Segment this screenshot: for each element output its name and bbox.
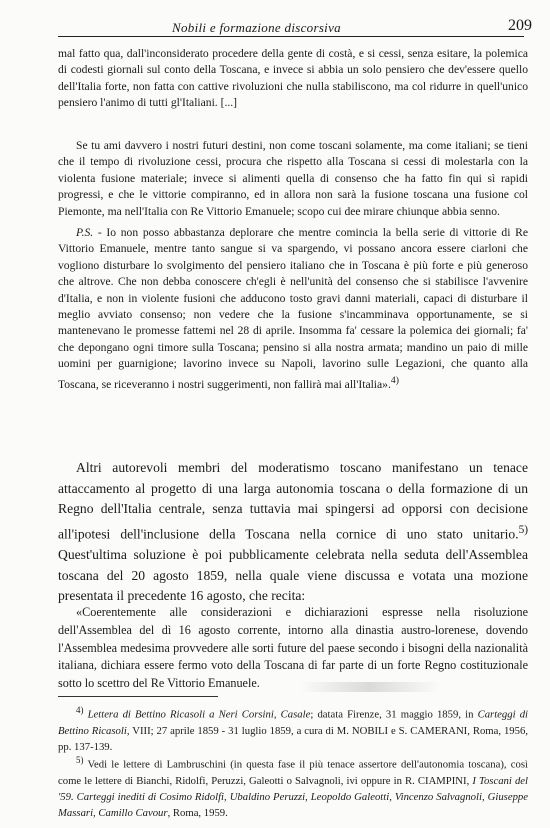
body-text-2: Quest'ultima soluzione è poi pubblicamente celebrata nella seduta dell'Assemblea toscana del 20 agosto 1859, nella quale viene discussa e votata una mozione presentata il precedente 16 agosto, che recita: bbox=[58, 546, 528, 604]
footnote-4-source: Carteggi di Bettino Ricasoli bbox=[58, 708, 529, 737]
footnote-rule bbox=[58, 696, 218, 697]
quote-paragraph-1 bbox=[58, 46, 528, 112]
body-paragraph bbox=[58, 458, 528, 607]
quote-text-1: mal fatto qua, dall'inconsiderato procedere della gente di costà, e si cessi, senza esitare, la polemica di codesti giornali sul conto della Toscana, e invece si abbia un solo pensiero che dev'essere quello dell'Italia forte, non fatta con cattive rivoluzioni che nulla stabiliscono, ma col ridurre in quell'unico pensiero l'animo di tutti gl'Italiani. [...] bbox=[58, 47, 528, 110]
quote-text-ps: - Io non posso abbastanza deplorare che mentre comincia la bella serie di vittorie di Re Vittorio Emanuele, mentre tanto sangue si va spargendo, vi possano ancora essere ciarloni che vogliono disturbare lo svolgimento del pensiero italiano che in Toscana è più forte e più generoso che altrove. Che non debba conoscere ch'egli è nell'unità del consenso che si stabilisce l'avvenire d'Italia, e non in violente fusioni che adducono tosto gravi danni materiali, capaci di disturbare il meglio avviato consenso; non vedere che la fusione s'incamminava opportunamente, se si mantenevano le promesse fattemi nel 28 di aprile. Insomma fa' cessare la polemica dei giornali; fa' che depongano ogni timore sulla Toscana; pensino si alla nostra armata; mandino un paio di mille uomini per guarnigione; lavorino invece su Napoli, lavorino sulle Legazioni, che quanto alla Toscana, se riceveranno i nostri suggerimenti, non fallirà mai all'Italia». bbox=[58, 226, 528, 391]
page-number: 209 bbox=[508, 17, 532, 34]
footnote-5 bbox=[58, 752, 528, 821]
footnote-4-tail: , VIII; 27 aprile 1859 - 31 luglio 1859, a cura di M. NOBILI e S. CAMERANI, Roma, 1956, pp. 137-139. bbox=[58, 724, 528, 753]
running-header bbox=[0, 9, 550, 35]
quote-text-2: Se tu ami davvero i nostri futuri destini, non come toscani solamente, ma come italiani; se tieni che il tempo di rivoluzione cessi, procura che rispetto alla Toscana si cessi di molestarla con la violenta fusione materiale; invece si alimenti quella di consenso che ha fatto fin qui sì rapidi progressi, e che le vittorie compiranno, ed in allora non sarà la fusione toscana una fusione col Piemonte, ma nell'Italia con Re Vittorio Emanuele; scopo cui dee mirare chiunque abbia senno. bbox=[58, 139, 528, 218]
quote-paragraph-ps bbox=[58, 225, 528, 393]
footnote-4 bbox=[58, 702, 528, 755]
scan-smudge bbox=[300, 682, 440, 692]
motion-quote bbox=[58, 604, 528, 693]
footnote-4-letter: Lettera di Bettino Ricasoli a Neri Corsini, Casale bbox=[87, 708, 311, 721]
footnote-ref-5: 5) bbox=[518, 523, 528, 536]
motion-text: «Coerentemente alle considerazioni e dichiarazioni espresse nella risoluzione dell'Assemblea del dì 16 agosto corrente, intorno alla dinastia austro-lorenese, dovendo l'Assemblea medesima provvedere alle sorti future del paese secondo i bisogni della nazionalità italiana, dichiara essere fermo voto della Toscana di far parte di un forte Regno costituzionale sotto lo scettro del Re Vittorio Emanuele. bbox=[58, 605, 528, 691]
footnote-5-tail: , Roma, 1959. bbox=[167, 807, 228, 820]
running-title: Nobili e formazione discorsiva bbox=[172, 20, 341, 35]
header-rule bbox=[58, 36, 524, 37]
quote-paragraph-2 bbox=[58, 138, 528, 220]
footnote-5-title: I Toscani del '59. Carteggi inediti di Cosimo Ridolfi, Ubaldino Peruzzi, Leopoldo Galeotti, Vincenzo Salvagnoli, Giuseppe Massari, Camillo Cavour bbox=[58, 774, 528, 820]
footnote-4-rest: ; datata Firenze, 31 maggio 1859, in bbox=[310, 708, 478, 721]
footnote-5-marker: 5) bbox=[76, 755, 84, 765]
footnote-ref-4: 4) bbox=[390, 374, 399, 386]
footnote-5-text: Vedi le lettere di Lambruschini (in questa fase il più tenace assertore dell'autonomia toscana), così come le lettere di Bianchi, Ridolfi, Peruzzi, Galeotti o Salvagnoli, ivi oppure in R. CIAMPINI, bbox=[58, 758, 528, 787]
footnote-4-marker: 4) bbox=[76, 705, 84, 715]
body-text-1: Altri autorevoli membri del moderatismo toscano manifestano un tenace attaccamento al progetto di una larga autonomia toscana o della formazione di un Regno dell'Italia centrale, senza tuttavia mai spingersi ad opporsi con decisione all'ipotesi dell'inclusione della Toscana nella cornice di uno stato unitario. bbox=[58, 460, 528, 542]
ps-label: P.S. bbox=[76, 226, 94, 239]
